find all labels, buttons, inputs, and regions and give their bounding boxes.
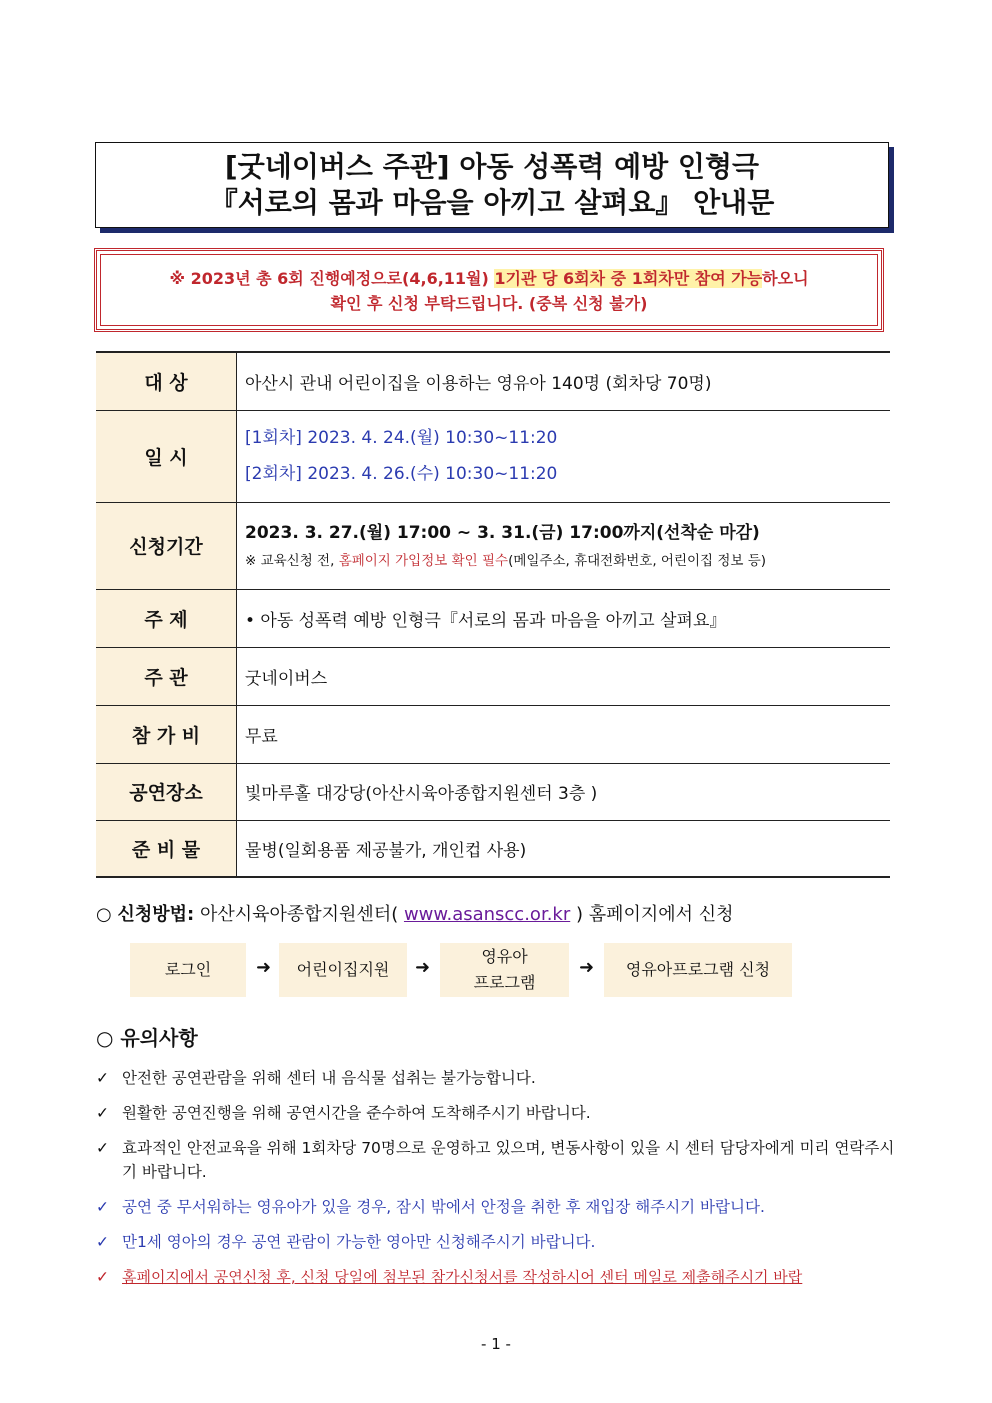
notice-line-1 xyxy=(97,267,881,291)
notes-list xyxy=(96,1066,900,1300)
flow-step-program-line1: 영유아 xyxy=(481,947,528,966)
title-line-2: 『서로의 몸과 마음을 아끼고 살펴요』 안내문 xyxy=(209,186,775,219)
note-item xyxy=(96,1101,900,1125)
info-table xyxy=(96,351,890,878)
row-target xyxy=(96,352,890,410)
label-fee: 참 가 비 xyxy=(96,705,237,763)
check-icon: ✓ xyxy=(96,1198,109,1216)
notice-part1: ※ 2023년 총 6회 진행예정으로(4,6,11월) xyxy=(169,269,495,288)
row-venue xyxy=(96,763,890,820)
flow-step-login: 로그인 xyxy=(130,943,246,997)
check-icon: ✓ xyxy=(96,1139,109,1157)
note-item xyxy=(96,1066,900,1090)
notice-highlight: 1기관 당 6회차 중 1회차만 참여 가능 xyxy=(494,269,763,288)
value-prepare: 물병(일회용품 제공불가, 개인컵 사용) xyxy=(237,820,891,877)
session-1: [1회차] 2023. 4. 24.(월) 10:30~11:20 xyxy=(245,428,558,448)
apply-method xyxy=(96,900,734,926)
title-line-1: [굿네이버스 주관] 아동 성폭력 예방 인형극 xyxy=(224,150,760,183)
value-period xyxy=(237,502,891,589)
method-text1: 아산시육아종합지원센터( xyxy=(199,904,404,925)
row-topic xyxy=(96,589,890,647)
row-period xyxy=(96,502,890,589)
period-value: 2023. 3. 27.(월) 17:00 ~ 3. 31.(금) 17:00까지(선착순 마감) xyxy=(245,522,760,543)
check-icon: ✓ xyxy=(96,1069,109,1087)
note-text: 안전한 공연관람을 위해 센터 내 음식물 섭취는 불가능합니다. xyxy=(122,1069,536,1087)
check-icon: ✓ xyxy=(96,1104,109,1122)
title-box xyxy=(95,142,889,228)
session-2: [2회차] 2023. 4. 26.(수) 10:30~11:20 xyxy=(245,464,558,484)
note-text: 원활한 공연진행을 위해 공연시간을 준수하여 도착해주시기 바랍니다. xyxy=(122,1104,591,1122)
note-item xyxy=(96,1265,900,1289)
label-datetime: 일 시 xyxy=(96,410,237,502)
flow-step-apply: 영유아프로그램 신청 xyxy=(604,943,792,997)
apply-flow xyxy=(130,943,810,997)
arrow-icon: ➜ xyxy=(579,957,595,978)
notice-line-2: 확인 후 신청 부탁드립니다. (중복 신청 불가) xyxy=(330,294,648,313)
value-venue: 빛마루홀 대강당(아산시육아종합지원센터 3층 ) xyxy=(237,763,891,820)
page-number: - 1 - xyxy=(481,1335,511,1353)
period-note-prefix: ※ 교육신청 전, xyxy=(245,552,339,569)
value-target: 아산시 관내 어린이집을 이용하는 영유아 140명 (회차당 70명) xyxy=(237,352,891,410)
row-prepare xyxy=(96,820,890,877)
note-text: 공연 중 무서워하는 영유아가 있을 경우, 잠시 밖에서 안정을 취한 후 재입장 해주시기 바랍니다. xyxy=(122,1198,765,1216)
notice-box xyxy=(94,248,884,332)
arrow-icon: ➜ xyxy=(415,957,431,978)
row-host xyxy=(96,647,890,705)
value-topic: • 아동 성폭력 예방 인형극『서로의 몸과 마음을 아끼고 살펴요』 xyxy=(237,589,891,647)
site-link[interactable]: www.asanscc.or.kr xyxy=(403,904,571,925)
note-text: 홈페이지에서 공연신청 후, 신청 당일에 첨부된 참가신청서를 작성하시어 센터 메일로 제출해주시기 바랍 xyxy=(122,1268,803,1286)
label-period: 신청기간 xyxy=(96,502,237,589)
label-venue: 공연장소 xyxy=(96,763,237,820)
note-text: 효과적인 안전교육을 위해 1회차당 70명으로 운영하고 있으며, 변동사항이 있을 시 센터 담당자에게 미리 연락주시기 바랍니다. xyxy=(122,1139,895,1181)
notice-part2: 하오니 xyxy=(762,269,809,288)
period-note-suffix: (메일주소, 휴대전화번호, 어린이집 정보 등) xyxy=(508,552,767,569)
label-prepare: 준 비 물 xyxy=(96,820,237,877)
arrow-icon: ➜ xyxy=(256,957,272,978)
note-item xyxy=(96,1195,900,1219)
method-label: 신청방법: xyxy=(117,904,195,925)
flow-step-program xyxy=(440,943,569,997)
flow-step-program-line2: 프로그램 xyxy=(473,973,536,992)
note-item xyxy=(96,1136,900,1184)
note-text: 만1세 영아의 경우 공연 관람이 가능한 영아만 신청해주시기 바랍니다. xyxy=(122,1233,596,1251)
period-note-red: 홈페이지 가입정보 확인 필수 xyxy=(338,552,509,569)
value-fee: 무료 xyxy=(237,705,891,763)
label-target: 대 상 xyxy=(96,352,237,410)
label-host: 주 관 xyxy=(96,647,237,705)
row-fee xyxy=(96,705,890,763)
value-datetime xyxy=(237,410,891,502)
check-icon: ✓ xyxy=(96,1233,109,1251)
note-item xyxy=(96,1230,900,1254)
method-bullet: ○ xyxy=(96,904,112,925)
row-datetime xyxy=(96,410,890,502)
notes-title: ○ 유의사항 xyxy=(96,1026,198,1050)
check-icon: ✓ xyxy=(96,1268,109,1286)
method-text2: ) 홈페이지에서 신청 xyxy=(570,904,734,925)
period-note xyxy=(245,548,889,574)
flow-step-daycare: 어린이집지원 xyxy=(279,943,407,997)
label-topic: 주 제 xyxy=(96,589,237,647)
value-host: 굿네이버스 xyxy=(237,647,891,705)
